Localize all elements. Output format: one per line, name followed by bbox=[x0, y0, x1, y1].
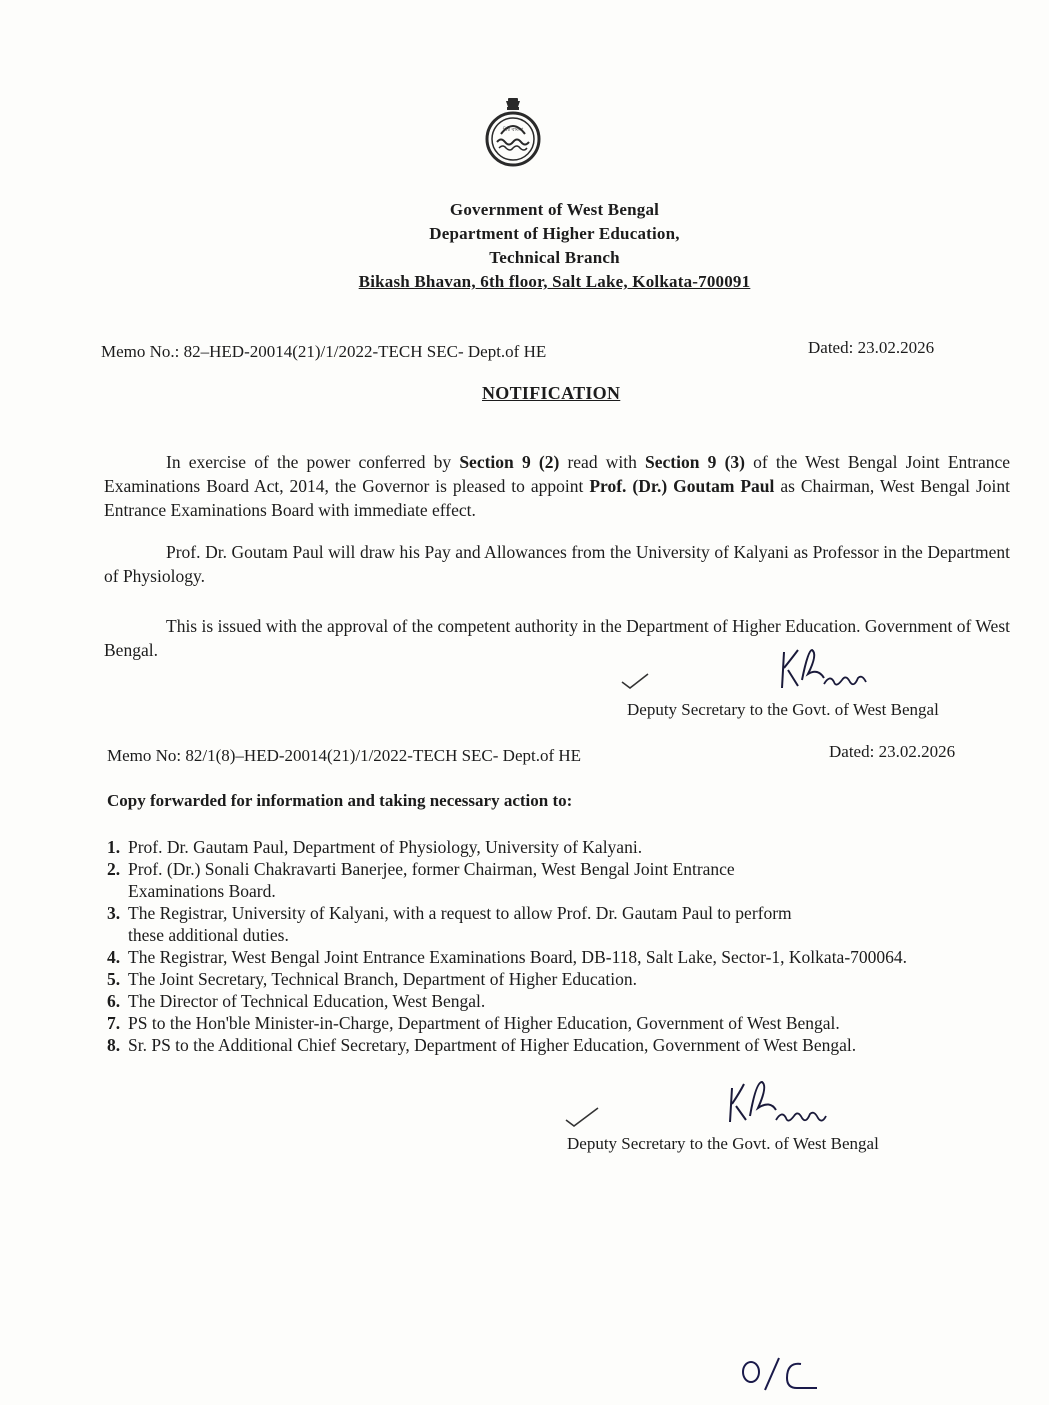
list-item: 6. The Director of Technical Education, West Bengal. bbox=[107, 991, 486, 1011]
notification-title: NOTIFICATION bbox=[482, 383, 621, 403]
list-item: 3. The Registrar, University of Kalyani, with a request to allow Prof. Dr. Gautam Paul to perform these additional duties. bbox=[107, 903, 792, 945]
svg-text:বিশ্ব বাংলা: বিশ্ব বাংলা bbox=[502, 127, 524, 133]
para1-bold-section-9-2: Section 9 (2) bbox=[459, 452, 560, 472]
list-item: 8. Sr. PS to the Additional Chief Secretary, Department of Higher Education, Government of West Bengal. bbox=[107, 1035, 857, 1055]
list-item: 5. The Joint Secretary, Technical Branch, Department of Higher Education. bbox=[107, 969, 638, 989]
copy-memo-number: Memo No: 82/1(8)–HED-20014(21)/1/2022-TECH SEC- Dept.of HE bbox=[107, 746, 582, 765]
signoff-deputy-secretary-2: Deputy Secretary to the Govt. of West Bengal bbox=[567, 1134, 879, 1153]
signoff-deputy-secretary-1: Deputy Secretary to the Govt. of West Bengal bbox=[627, 700, 939, 719]
signature-1 bbox=[618, 640, 908, 700]
letterhead bbox=[30, 198, 1049, 294]
letterhead-address: Bikash Bhavan, 6th floor, Salt Lake, Kolkata-700091 bbox=[358, 272, 751, 291]
letterhead-line-department: Department of Higher Education, bbox=[429, 224, 680, 243]
para1-text-1: In exercise of the power conferred by bbox=[166, 452, 460, 472]
list-item: 2. Prof. (Dr.) Sonali Chakravarti Banerjee, former Chairman, West Bengal Joint Entrance Examinations Board. bbox=[107, 859, 735, 901]
para1-text-4: as Chairman, West Bengal Joint Entrance Examinations Board with immediate effect. bbox=[104, 476, 1010, 520]
notification-paragraph-2: Prof. Dr. Goutam Paul will draw his Pay and Allowances from the University of Kalyani as Professor in the Department of Physiology. bbox=[104, 542, 1010, 586]
memo-number: Memo No.: 82–HED-20014(21)/1/2022-TECH SEC- Dept.of HE bbox=[101, 342, 547, 361]
copy-forward-heading: Copy forwarded for information and taking necessary action to: bbox=[107, 791, 573, 810]
letterhead-line-branch: Technical Branch bbox=[489, 248, 620, 267]
notification-paragraph-1 bbox=[104, 450, 1010, 522]
para1-text-2: read with bbox=[559, 452, 646, 472]
list-item: 7. PS to the Hon'ble Minister-in-Charge, Department of Higher Education, Government of West Bengal. bbox=[107, 1013, 840, 1033]
copy-memo-date: Dated: 23.02.2026 bbox=[829, 742, 956, 761]
signature-2 bbox=[560, 1070, 880, 1130]
state-emblem-icon bbox=[477, 96, 549, 168]
para1-text-3: of the West Bengal Joint Entrance Examinations Board Act, 2014, the Governor is pleased to appoint bbox=[104, 452, 1010, 496]
notification-paragraph-3: This is issued with the approval of the competent authority in the Department of Higher Education. Government of West Bengal. bbox=[104, 616, 1010, 660]
handwritten-oc-note bbox=[735, 1350, 835, 1400]
distribution-list bbox=[107, 836, 1027, 1056]
memo-date: Dated: 23.02.2026 bbox=[808, 338, 935, 357]
list-item: 1. Prof. Dr. Gautam Paul, Department of Physiology, University of Kalyani. bbox=[107, 837, 643, 857]
para1-bold-section-9-3: Section 9 (3) bbox=[645, 452, 745, 472]
para1-bold-appointee: Prof. (Dr.) Goutam Paul bbox=[589, 476, 775, 496]
list-item: 4. The Registrar, West Bengal Joint Entrance Examinations Board, DB-118, Salt Lake, Sector-1, Kolkata-700064. bbox=[107, 947, 908, 967]
letterhead-line-government: Government of West Bengal bbox=[449, 200, 660, 219]
